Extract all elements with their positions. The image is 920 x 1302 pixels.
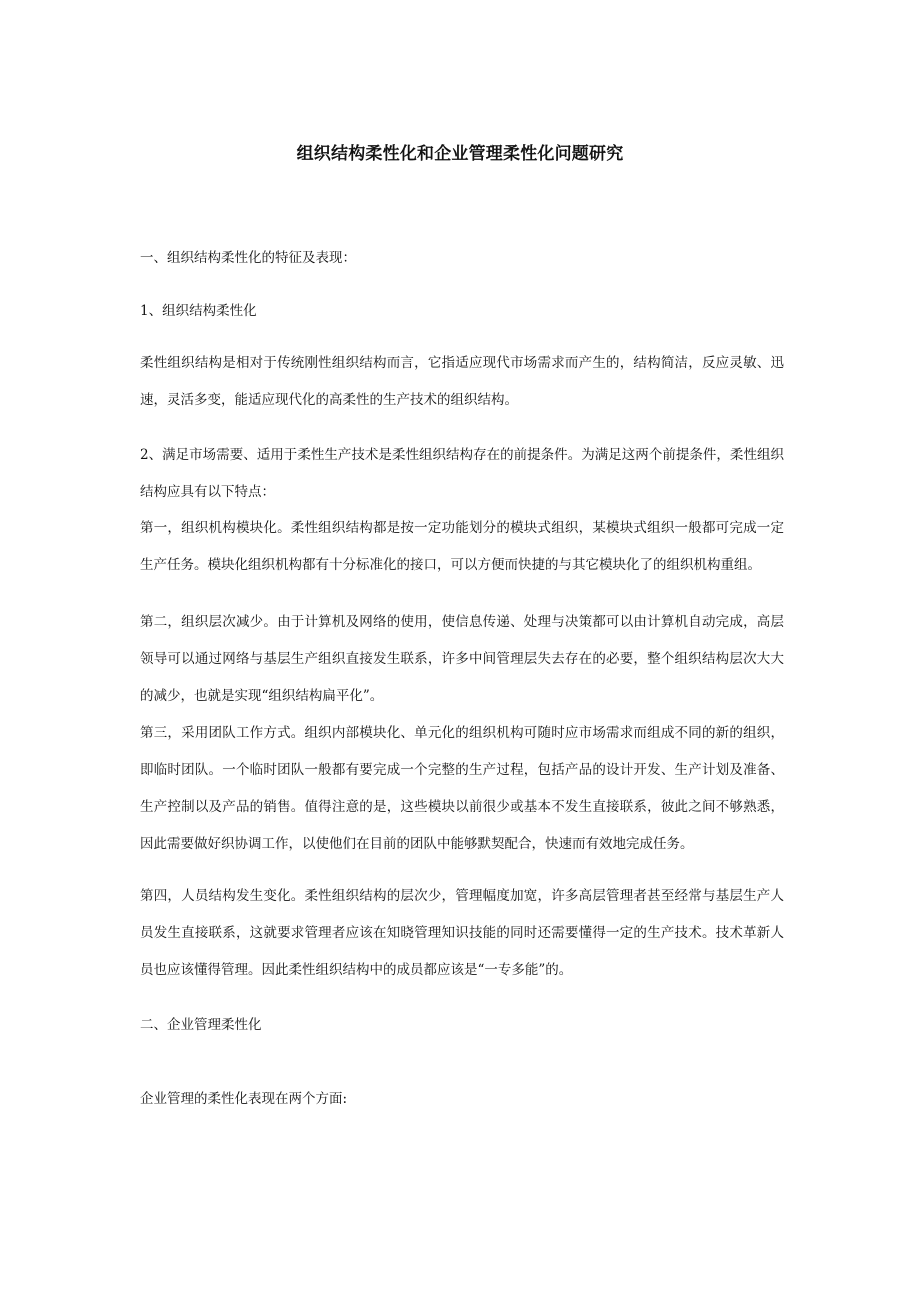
subsection-heading-1: 1、组织结构柔性化 xyxy=(140,303,257,319)
paragraph-definition: 柔性组织结构是相对于传统刚性组织结构而言，它指适应现代市场需求而产生的，结构简洁，反应灵敏、迅速，灵活多变，能适应现代化的高柔性的生产技术的组织结构。 xyxy=(140,355,784,408)
section-heading-2: 二、企业管理柔性化 xyxy=(140,1017,262,1033)
paragraph-conditions: 2、满足市场需要、适用于柔性生产技术是柔性组织结构存在的前提条件。为满足这两个前提条件，柔性组织结构应具有以下特点： xyxy=(140,447,784,500)
paragraph-third: 第三，采用团队工作方式。组织内部模块化、单元化的组织机构可随时应市场需求而组成不同的新的组织，即临时团队。一个临时团队一般都有要完成一个完整的生产过程，包括产品的设计开发、生产计划及准备、生产控制以及产品的销售。值得注意的是，这些模块以前很少或基本不发生直接联系，彼此之间不够熟悉，因此需要做好织协调工作，以使他们在目前的团队中能够默契配合，快速而有效地完成任务。 xyxy=(140,725,784,852)
paragraph-management: 企业管理的柔性化表现在两个方面: xyxy=(140,1091,348,1107)
paragraph-fourth: 第四，人员结构发生变化。柔性组织结构的层次少，管理幅度加宽，许多高层管理者甚至经常与基层生产人员发生直接联系，这就要求管理者应该在知晓管理知识技能的同时还需要懂得一定的生产技术。技术革新人员也应该懂得管理。因此柔性组织结构中的成员都应该是“一专多能”的。 xyxy=(140,888,784,978)
paragraph-second: 第二，组织层次减少。由于计算机及网络的使用，使信息传递、处理与决策都可以由计算机自动完成，高层领导可以通过网络与基层生产组织直接发生联系，许多中间管理层失去存在的必要，整个组织结构层次大大的减少，也就是实现“组织结构扁平化”。 xyxy=(140,614,784,704)
paragraph-first: 第一，组织机构模块化。柔性组织结构都是按一定功能划分的模块式组织，某模块式组织一般都可完成一定生产任务。模块化组织机构都有十分标准化的接口，可以方便而快捷的与其它模块化了的组织机构重组。 xyxy=(140,520,784,573)
document-title: 组织结构柔性化和企业管理柔性化问题研究 xyxy=(296,144,624,164)
section-heading-1: 一、组织结构柔性化的特征及表现： xyxy=(140,250,356,266)
